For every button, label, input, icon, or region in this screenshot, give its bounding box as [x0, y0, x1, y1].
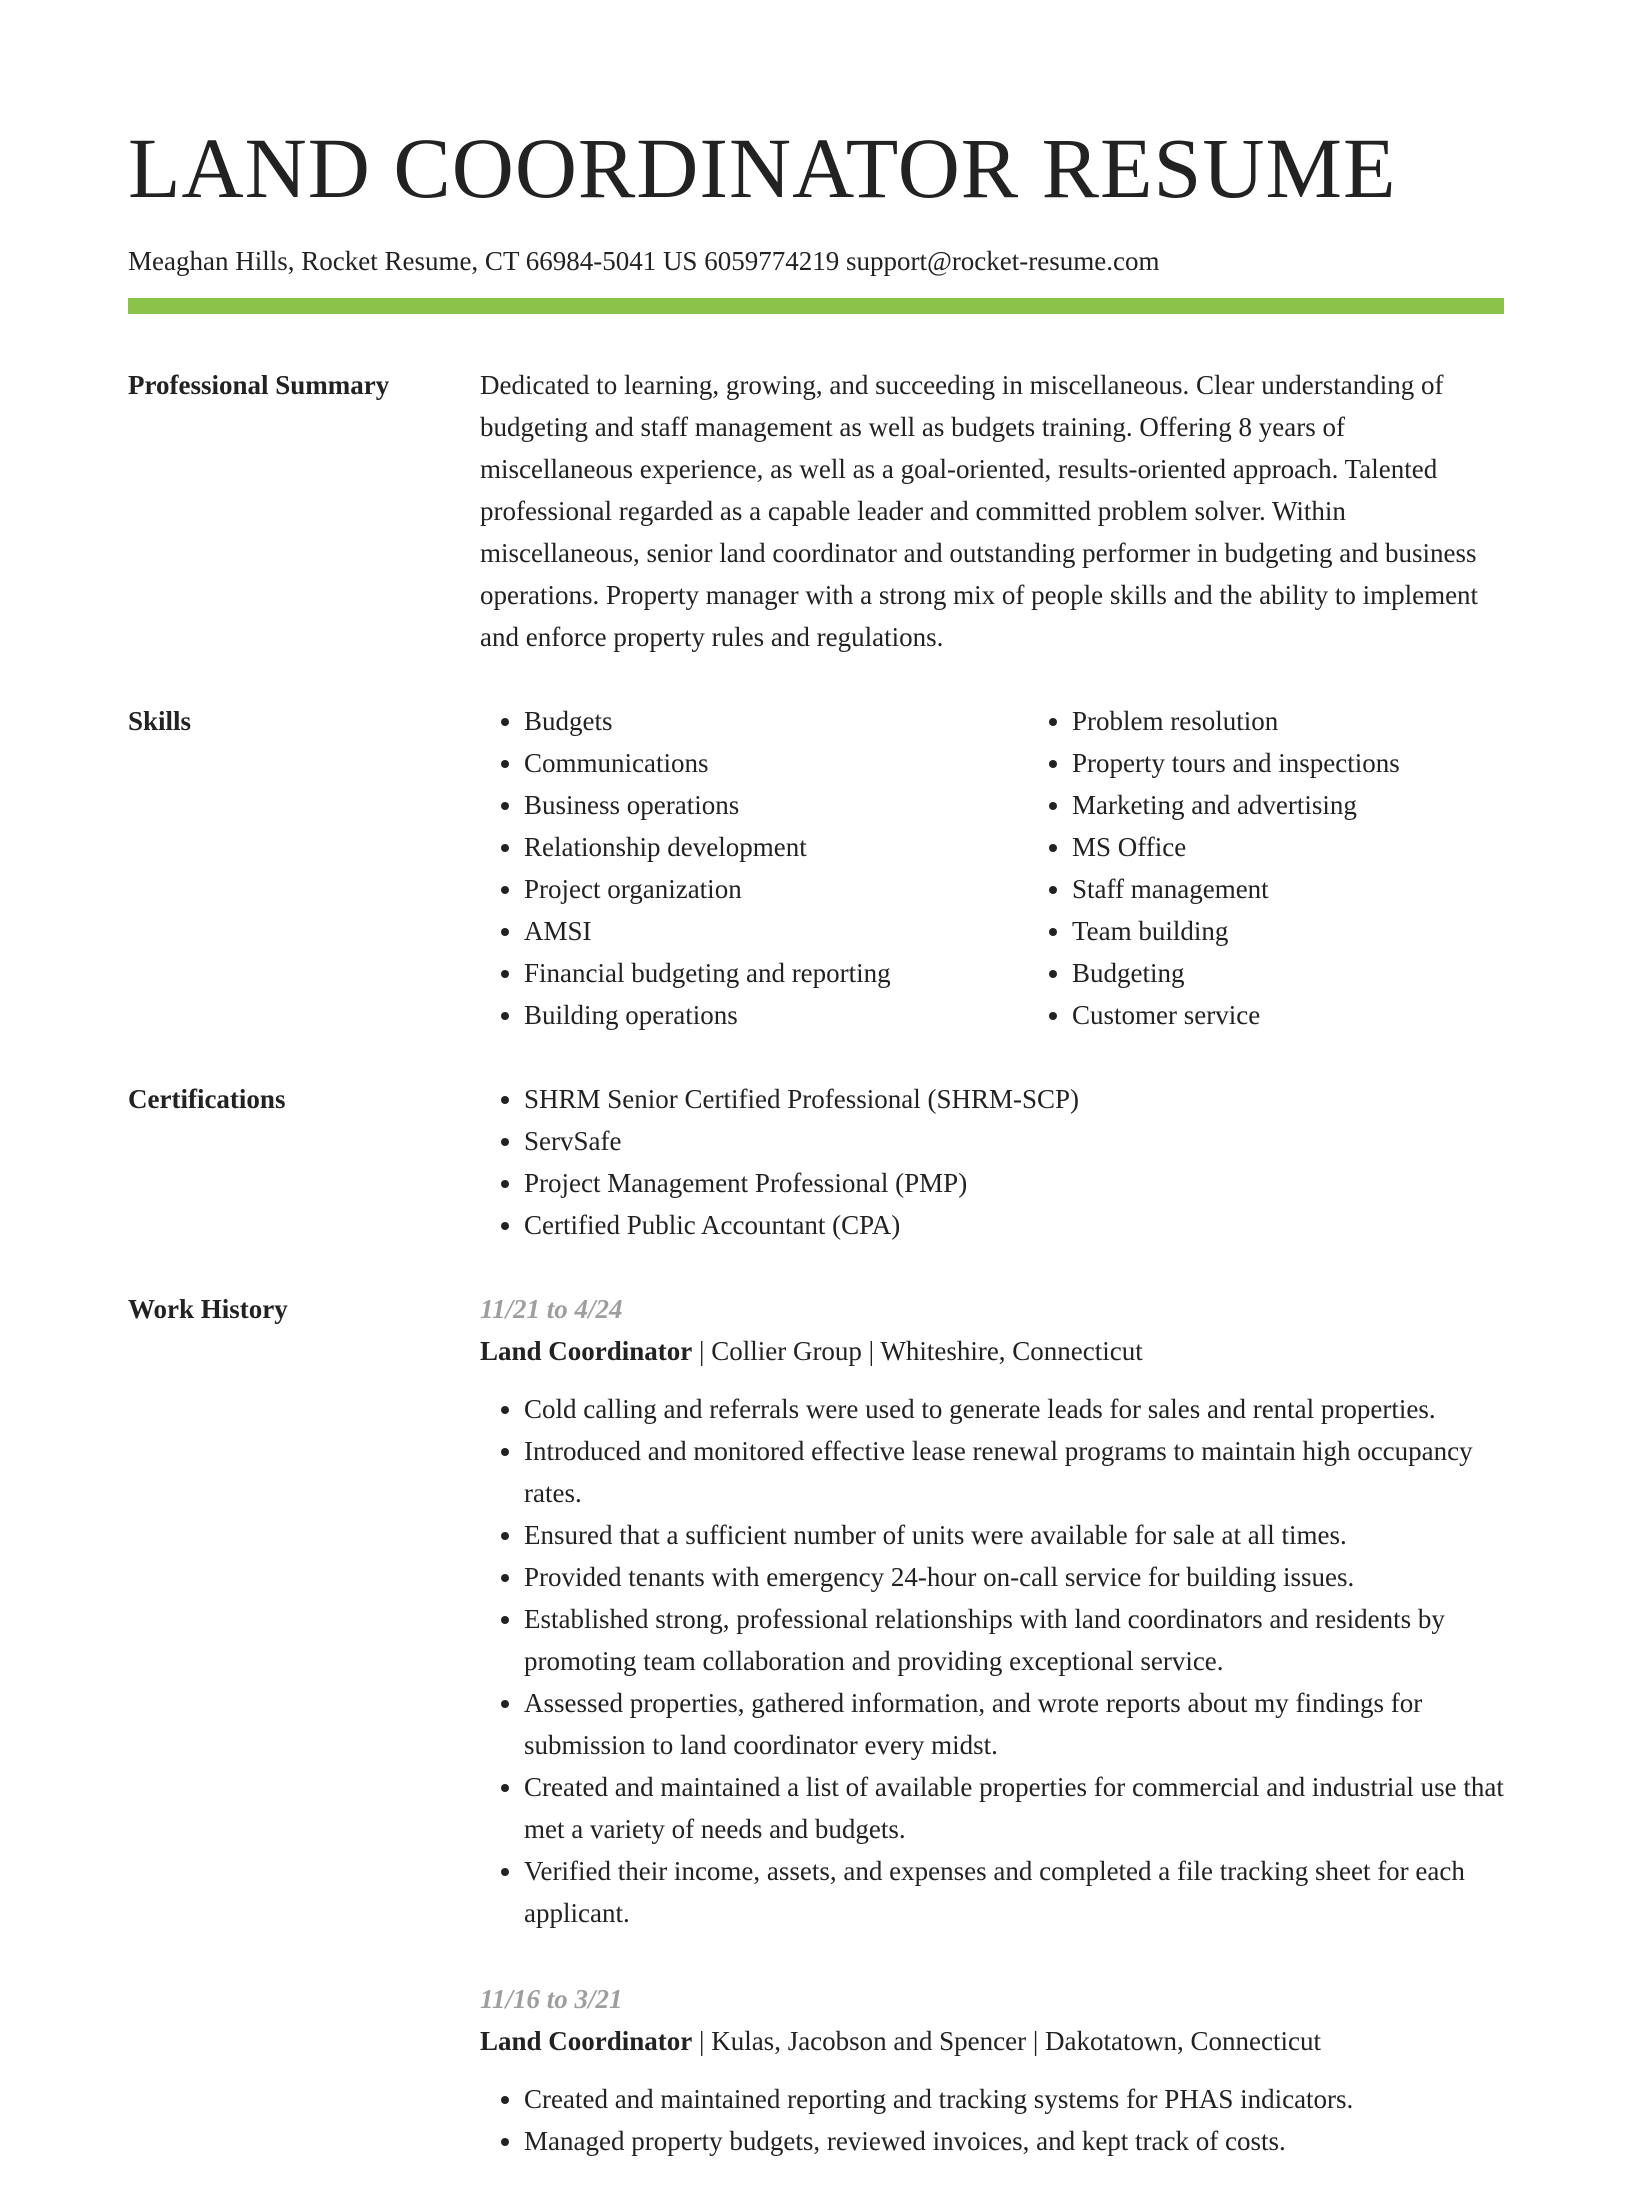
skills-section [128, 700, 1504, 1036]
skill-item: • MS Office [1072, 826, 1576, 868]
skill-item: • Budgeting [1072, 952, 1576, 994]
skill-item: • Project organization [524, 868, 1028, 910]
summary-text: Dedicated to learning, growing, and succeeding in miscellaneous. Clear understanding of budgeting and staff management as well as budgets training. Offering 8 years of miscellaneous experience, as well as a goal-oriented, results-oriented approach. Talented professional regarded as a capable leader and committed problem solver. Within miscellaneous, senior land coordinator and outstanding performer in budgeting and business operations. Property manager with a strong mix of people skills and the ability to implement and enforce property rules and regulations. [480, 370, 1479, 652]
skill-item: • Problem resolution [1072, 700, 1576, 742]
certifications-body [480, 1078, 1504, 1246]
job-bullet: • Managed property budgets, reviewed invoices, and kept track of costs. [524, 2120, 1504, 2162]
job-dates: 11/21 to 4/24 [480, 1294, 623, 1324]
skill-item: • Budgets [524, 700, 1028, 742]
certification-item: • SHRM Senior Certified Professional (SHRM-SCP) [524, 1078, 1504, 1120]
job-bullet: • Assessed properties, gathered information, and wrote reports about my findings for submission to land coordinator every midst. [524, 1682, 1504, 1766]
section-heading-skills: Skills [128, 706, 192, 736]
skill-item: • Communications [524, 742, 1028, 784]
job-entry [480, 1978, 1504, 2162]
skill-item: • Financial budgeting and reporting [524, 952, 1028, 994]
section-heading-summary: Professional Summary [128, 370, 390, 400]
skill-item: • Team building [1072, 910, 1576, 952]
job-bullets [480, 2078, 1504, 2162]
job-bullet: • Provided tenants with emergency 24-hour on-call service for building issues. [524, 1556, 1504, 1598]
certifications-section [128, 1078, 1504, 1246]
skill-item: • Customer service [1072, 994, 1576, 1036]
job-title: Land Coordinator [480, 1336, 693, 1366]
skill-item: • Business operations [524, 784, 1028, 826]
contact-line: Meaghan Hills, Rocket Resume, CT 66984-5041 US 6059774219 support@rocket-resume.com [128, 246, 1160, 276]
skill-item: • Property tours and inspections [1072, 742, 1576, 784]
section-heading-certifications: Certifications [128, 1084, 286, 1114]
job-bullet: • Cold calling and referrals were used to generate leads for sales and rental properties. [524, 1388, 1504, 1430]
job-bullet: • Introduced and monitored effective lease renewal programs to maintain high occupancy rates. [524, 1430, 1504, 1514]
job-bullets [480, 1388, 1504, 1934]
skill-item: • Building operations [524, 994, 1028, 1036]
certification-item: • ServSafe [524, 1120, 1504, 1162]
job-title: Land Coordinator [480, 2026, 693, 2056]
skills-grid [480, 700, 1504, 1036]
skill-item: • Relationship development [524, 826, 1028, 868]
skill-item: • Staff management [1072, 868, 1576, 910]
certifications-list [480, 1078, 1504, 1246]
job-title-line [480, 2020, 1504, 2062]
header-divider [128, 298, 1504, 314]
job-entry [480, 1288, 1504, 1934]
summary-section [128, 364, 1504, 658]
job-bullet: • Verified their income, assets, and expenses and completed a file tracking sheet for each applicant. [524, 1850, 1504, 1934]
section-heading-work-history: Work History [128, 1294, 288, 1324]
summary-body [480, 364, 1504, 658]
job-bullet: • Created and maintained a list of available properties for commercial and industrial use that met a variety of needs and budgets. [524, 1766, 1504, 1850]
job-employer-location: | Kulas, Jacobson and Spencer | Dakotatown, Connecticut [692, 2026, 1321, 2056]
job-bullet: • Created and maintained reporting and tracking systems for PHAS indicators. [524, 2078, 1504, 2120]
work-history-section [128, 1288, 1504, 2206]
skills-list-left [480, 700, 1028, 1036]
page-title: LAND COORDINATOR RESUME [128, 120, 1397, 216]
work-history-body [480, 1288, 1504, 2206]
job-title-line [480, 1330, 1504, 1372]
skills-list-right [1028, 700, 1576, 1036]
skill-item: • Marketing and advertising [1072, 784, 1576, 826]
skill-item: • AMSI [524, 910, 1028, 952]
certification-item: • Certified Public Accountant (CPA) [524, 1204, 1504, 1246]
job-bullet: • Ensured that a sufficient number of units were available for sale at all times. [524, 1514, 1504, 1556]
certification-item: • Project Management Professional (PMP) [524, 1162, 1504, 1204]
job-dates: 11/16 to 3/21 [480, 1984, 623, 2014]
job-bullet: • Established strong, professional relationships with land coordinators and residents by promoting team collaboration and providing exceptional service. [524, 1598, 1504, 1682]
job-employer-location: | Collier Group | Whiteshire, Connecticut [692, 1336, 1143, 1366]
